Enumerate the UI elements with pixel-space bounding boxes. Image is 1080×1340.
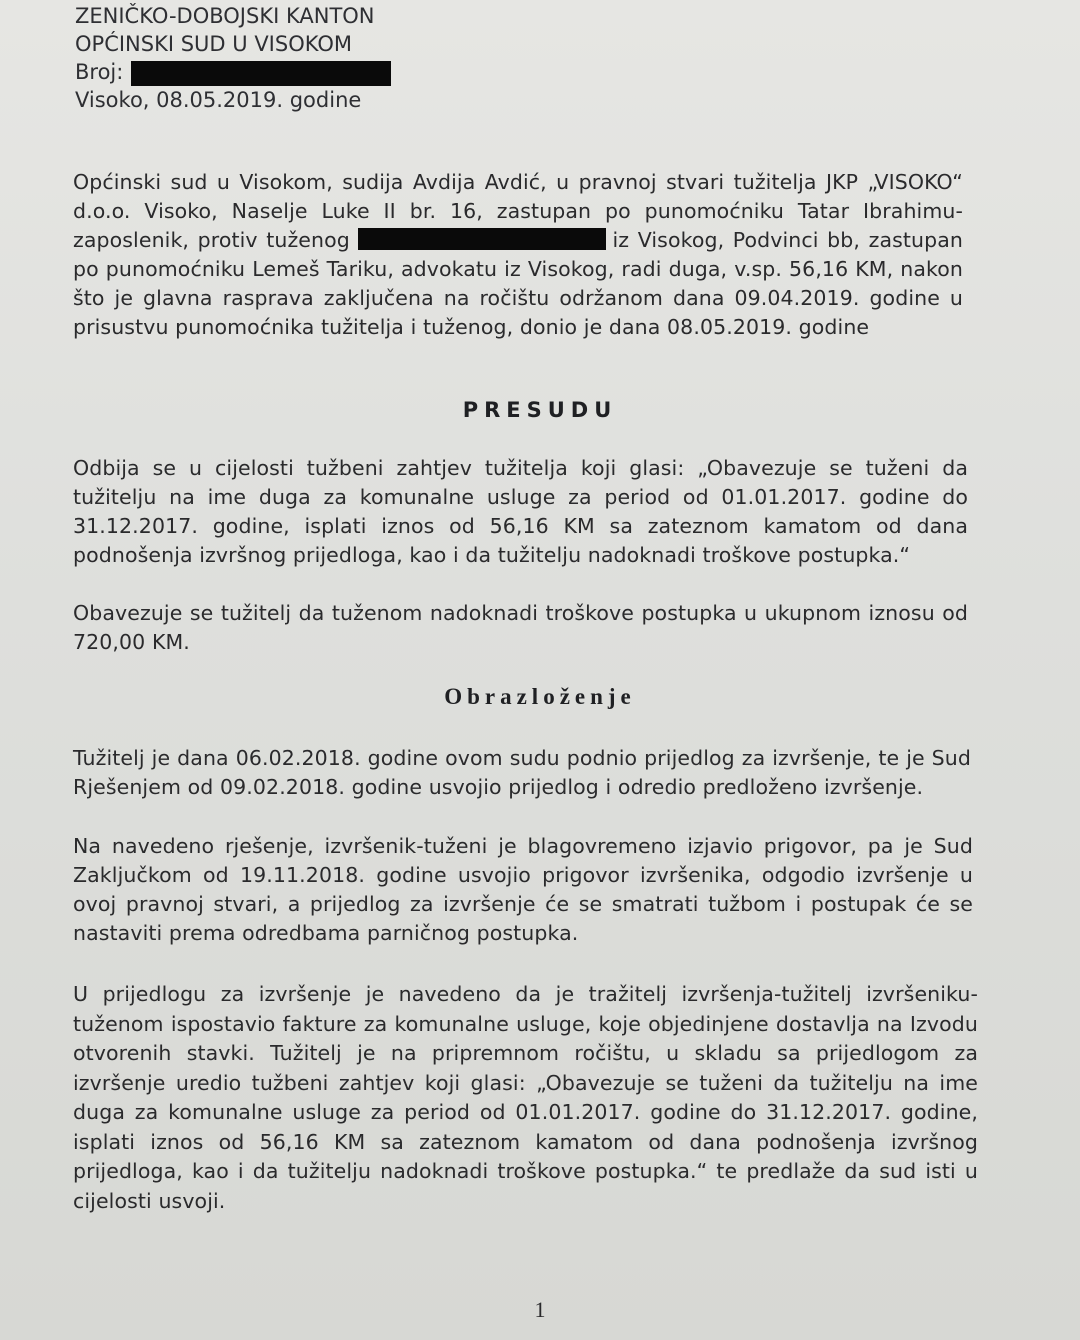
canton-name: ZENIČKO-DOBOJSKI KANTON (75, 4, 375, 28)
court-header (75, 2, 575, 114)
place-date: Visoko, 08.05.2019. godine (75, 88, 362, 112)
reasoning-heading: Obrazloženje (444, 684, 636, 709)
redacted-defendant-name (358, 228, 606, 250)
verdict-paragraph-1: Odbija se u cijelosti tužbeni zahtjev tužitelja koji glasi: „Obavezuje se tuženi da tužitelju na ime duga za komunalne usluge za period od 01.01.2017. godine do 31.12.2017. godine, isplati iznos od 56,16 KM sa zateznom kamatom od dana podnošenja izvršnog prijedloga, kao i da tužitelju nadoknadi troškove postupka.“ (73, 456, 968, 567)
redacted-case-number (131, 61, 391, 86)
page-number: 1 (534, 1297, 546, 1322)
case-number-label: Broj: (75, 60, 124, 84)
reasoning-paragraph-2: Na navedeno rješenje, izvršenik-tuženi je blagovremeno izjavio prigovor, pa je Sud Zaključkom od 19.11.2018. godine usvojio prigovor izvršenika, odgodio izvršenje u ovoj pravnoj stvari, a prijedlog za izvršenje će se smatrati tužbom i postupak će se nastaviti prema odredbama parničnog postupka. (73, 834, 973, 945)
intro-paragraph (73, 168, 963, 342)
intro-text-part2: iz Visokog, Podvinci bb, zastupan po punomoćniku Lemeš Tariku, advokatu iz Visokog, radi duga, v.sp. 56,16 KM, nakon što je glavna rasprava zaključena na ročištu održanom dana 09.04.2019. godine u prisustvu punomoćnika tužitelja i tuženog, donio je dana 08.05.2019. godine (73, 228, 963, 339)
reasoning-paragraph-1: Tužitelj je dana 06.02.2018. godine ovom sudu podnio prijedlog za izvršenje, te je Sud Rješenjem od 09.02.2018. godine usvojio prijedlog i odredio predloženo izvršenje. (73, 746, 971, 799)
case-number-line (75, 58, 575, 86)
verdict-heading: PRESUDU (462, 398, 618, 422)
reasoning-paragraph-3: U prijedlogu za izvršenje je navedeno da je tražitelj izvršenja-tužitelj izvršeniku-tuženom ispostavio fakture za komunalne usluge, koje objedinjene dostavlja na Izvodu otvorenih stavki. Tužitelj je na pripremnom ročištu, u skladu sa prijedlogom za izvršenje uredio tužbeni zahtjev koji glasi: „Obavezuje se tuženi da tužitelju na ime duga za komunalne usluge za period od 01.01.2017. godine do 31.12.2017. godine, isplati iznos od 56,16 KM sa zateznom kamatom od dana podnošenja izvršnog prijedloga, kao i da tužitelju nadoknadi troškove postupka.“ te predlaže da sud isti u cijelosti usvoji. (73, 982, 978, 1213)
verdict-paragraph-2: Obavezuje se tužitelj da tuženom nadoknadi troškove postupka u ukupnom iznosu od 720,00 KM. (73, 601, 968, 654)
court-name: OPĆINSKI SUD U VISOKOM (75, 32, 353, 56)
intro-text-part1: Općinski sud u Visokom, sudija Avdija Avdić, u pravnoj stvari tužitelja JKP „VISOKO“ d.o.o. Visoko, Naselje Luke II br. 16, zastupan po punomoćniku Tatar Ibrahimu-zaposlenik, protiv tuženog (73, 170, 963, 252)
